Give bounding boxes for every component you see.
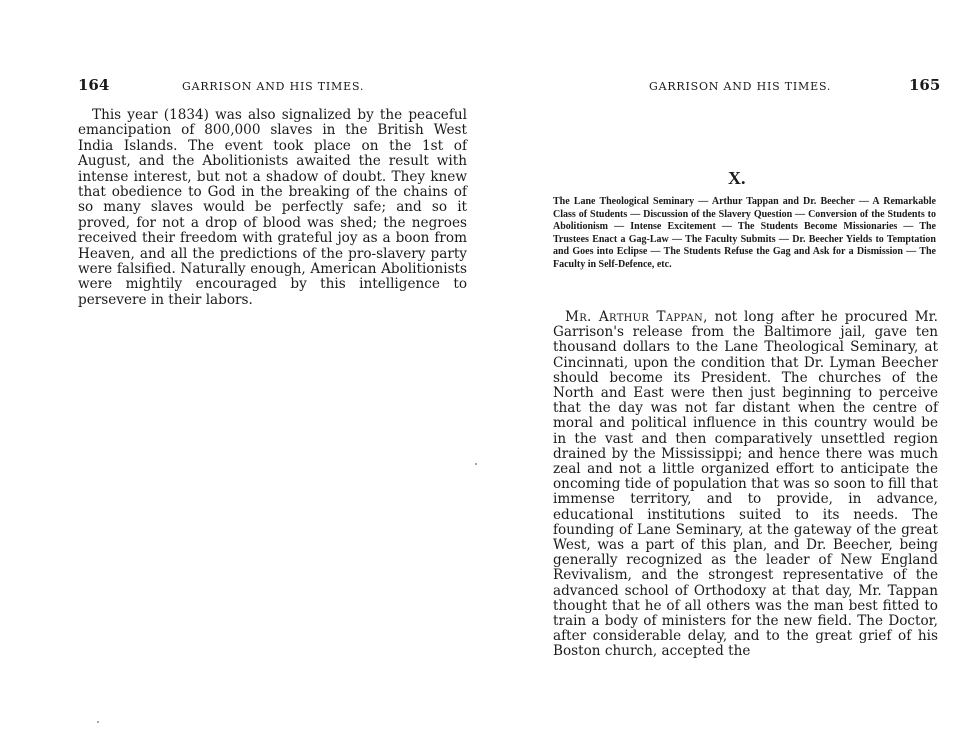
scan-speck — [97, 721, 99, 723]
right-page — [490, 0, 980, 744]
left-running-head: GARRISON AND HIS TIMES. — [182, 80, 365, 93]
right-running-head: GARRISON AND HIS TIMES. — [649, 80, 832, 93]
chapter-number: X. — [728, 168, 746, 188]
left-page-number: 164 — [78, 76, 110, 94]
right-page-number: 165 — [909, 76, 941, 94]
chapter-synopsis: The Lane Theological Seminary — Arthur Tappan and Dr. Beecher — A Remarkable Class of Students — Discussion of the Slavery Question — Conversion of the Students to Abolitionism — Intense Excitement — The Students Become Missionaries — The Trustees Enact a Gag-Law — The Faculty Submits — Dr. Beecher Yields to Temptation and Goes into Eclipse — The Students Refuse the Gag and Ask for a Dismission — The Faculty in Self-Defence, etc. — [553, 196, 936, 270]
left-paragraph: This year (1834) was also signalized by the peaceful emancipation of 800,000 slaves in the British West India Islands. The event took place on the 1st of August, and the Abolitionists awaited the result with intense interest, but not a shadow of doubt. They knew that obedience to God in the breaking of the chains of so many slaves would be perfectly safe; and so it proved, for not a drop of blood was shed; the negroes received their freedom with grateful joy as a boon from Heaven, and all the predictions of the pro-slavery party were falsified. Naturally enough, American Abolitionists were mightily encouraged by this intelligence to persevere in their labors. — [78, 107, 467, 308]
opening-name: Mr. Arthur Tappan, — [565, 309, 708, 325]
right-paragraph — [553, 310, 938, 660]
right-paragraph-text: not long after he procured Mr. Garrison's release from the Baltimore jail, gave ten thousand dollars to the Lane Theological Seminary, at Cincinnati, upon the condition that Dr. Lyman Beecher should become its President. The churches of the North and East were then just beginning to perceive that the day was not far distant when the centre of moral and political influence in this country would be in the vast and then comparatively unsettled region drained by the Mississippi; and hence there was much zeal and not a little organized effort to anticipate the oncoming tide of population that was so soon to fill that immense territory, and to provide, in advance, educational institutions suited to its needs. The founding of Lane Seminary, at the gateway of the great West, was a part of this plan, and Dr. Beecher, being generally recognized as the leader of New England Revivalism, and the strongest representative of the advanced school of Orthodoxy at that day, Mr. Tappan thought that he of all others was the man best fitted to train a body of ministers for the new field. The Doctor, after considerable delay, and to the great grief of his Boston church, accepted the — [553, 309, 938, 660]
scan-speck — [475, 463, 477, 465]
